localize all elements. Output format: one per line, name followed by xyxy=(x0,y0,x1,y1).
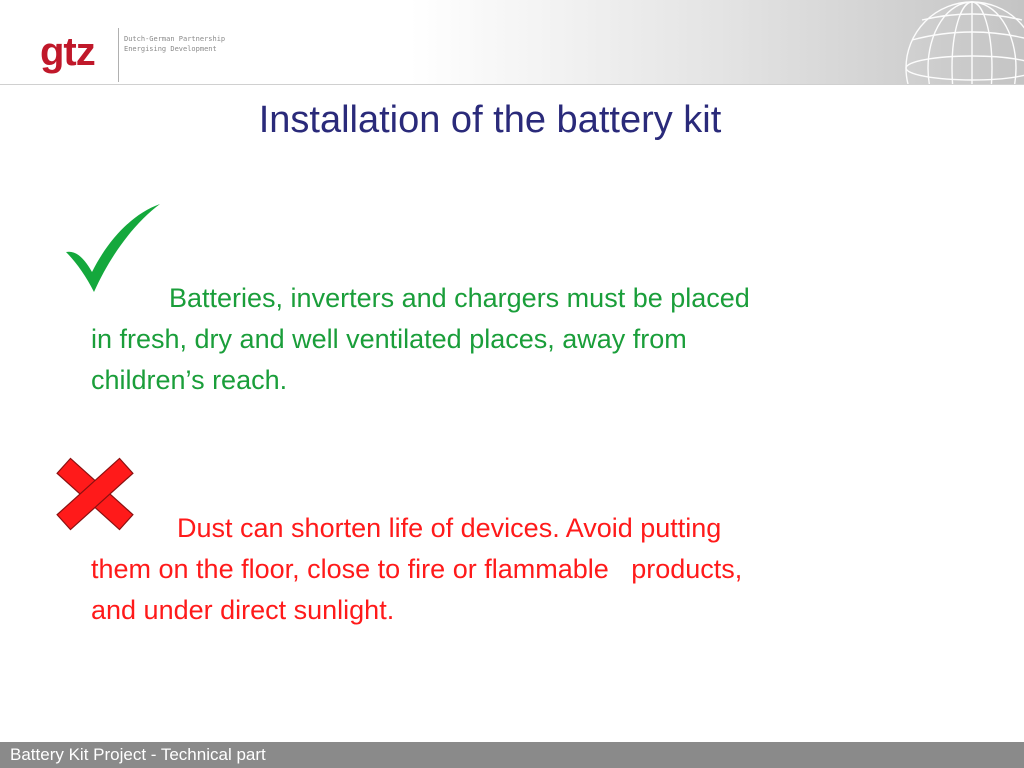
logo-tagline-1: Dutch-German Partnership xyxy=(124,35,226,43)
header-divider xyxy=(0,84,1024,85)
slide-title: Installation of the battery kit xyxy=(258,99,722,141)
globe-icon xyxy=(890,0,1024,84)
dont-item-text xyxy=(91,508,921,631)
footer-bar xyxy=(0,742,1024,768)
gtz-logo xyxy=(40,24,260,84)
footer-label: Battery Kit Project - Technical part xyxy=(10,745,266,764)
logo-divider xyxy=(118,28,119,82)
do-item-line: children’s reach. xyxy=(91,365,288,395)
logo-tagline-2: Energising Development xyxy=(124,45,217,53)
dont-item-line: Dust can shorten life of devices. Avoid putting xyxy=(177,513,722,543)
do-item-line: in fresh, dry and well ventilated places, away from xyxy=(91,324,687,354)
do-item-line: Batteries, inverters and chargers must be placed xyxy=(169,283,750,313)
dont-item-line: them on the floor, close to fire or flammable products, xyxy=(91,554,743,584)
dont-item-line: and under direct sunlight. xyxy=(91,595,395,625)
logo-mark: gtz xyxy=(40,30,95,74)
do-item-text xyxy=(91,278,921,401)
